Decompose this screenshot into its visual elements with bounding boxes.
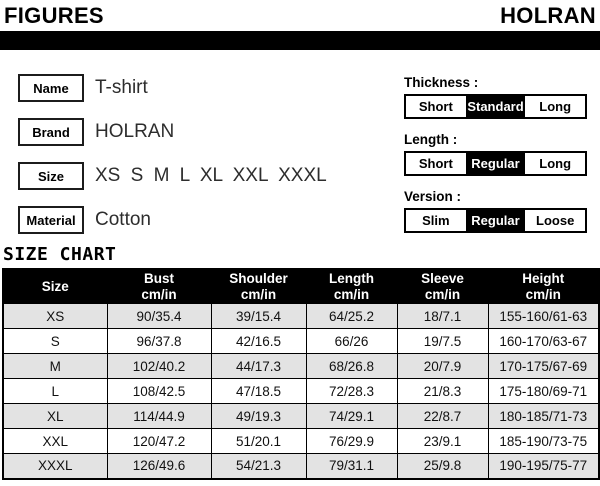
table-row	[3, 329, 599, 354]
product-field-row	[18, 73, 327, 103]
cell-length: 64/25.2	[306, 304, 397, 329]
segment-option[interactable]: Long	[525, 96, 585, 117]
segment-option[interactable]: Regular	[466, 210, 526, 231]
cell-bust: 114/44.9	[107, 404, 211, 429]
header-divider-bar	[0, 31, 600, 50]
table-row	[3, 379, 599, 404]
cell-height: 175-180/69-71	[488, 379, 599, 404]
size-chart-title: SIZE CHART	[3, 244, 117, 265]
cell-size: XS	[3, 304, 107, 329]
field-value: T-shirt	[95, 77, 148, 98]
cell-height: 160-170/63-67	[488, 329, 599, 354]
option-label: Length :	[404, 132, 458, 147]
table-row	[3, 304, 599, 329]
cell-bust: 90/35.4	[107, 304, 211, 329]
cell-height: 185-190/73-75	[488, 429, 599, 454]
option-group	[404, 75, 587, 119]
cell-sleeve: 18/7.1	[397, 304, 488, 329]
product-field-row	[18, 161, 327, 191]
column-unit: cm/in	[424, 286, 461, 302]
column-header	[488, 269, 599, 304]
brand-logo-text: HOLRAN	[500, 3, 596, 28]
cell-bust: 102/40.2	[107, 354, 211, 379]
field-label-box: Brand	[18, 118, 84, 146]
column-name: Shoulder	[229, 271, 288, 286]
cell-size: XXXL	[3, 454, 107, 479]
column-name: Height	[522, 271, 565, 286]
cell-sleeve: 19/7.5	[397, 329, 488, 354]
page-title: FIGURES	[4, 3, 104, 28]
cell-bust: 120/47.2	[107, 429, 211, 454]
option-group	[404, 189, 587, 233]
cell-height: 155-160/61-63	[488, 304, 599, 329]
option-group	[404, 132, 587, 176]
table-body	[3, 304, 599, 479]
option-label: Thickness :	[404, 75, 479, 90]
segmented-control	[404, 208, 587, 233]
field-value: XS S M L XL XXL XXXL	[95, 165, 327, 186]
product-options	[404, 75, 587, 246]
segmented-control	[404, 151, 587, 176]
cell-size: S	[3, 329, 107, 354]
size-chart-table	[2, 268, 600, 480]
segment-option[interactable]: Standard	[466, 96, 526, 117]
column-header	[306, 269, 397, 304]
cell-length: 68/26.8	[306, 354, 397, 379]
column-name: Size	[41, 278, 69, 294]
cell-bust: 96/37.8	[107, 329, 211, 354]
column-name: Bust	[144, 271, 174, 286]
column-unit: cm/in	[240, 286, 277, 302]
cell-sleeve: 23/9.1	[397, 429, 488, 454]
cell-shoulder: 44/17.3	[211, 354, 306, 379]
product-field-row	[18, 117, 327, 147]
option-label: Version :	[404, 189, 462, 204]
column-unit: cm/in	[525, 286, 561, 302]
column-header	[211, 269, 306, 304]
product-fields	[18, 73, 327, 235]
cell-shoulder: 42/16.5	[211, 329, 306, 354]
field-value: HOLRAN	[95, 121, 175, 142]
column-header	[107, 269, 211, 304]
cell-sleeve: 21/8.3	[397, 379, 488, 404]
field-label-box: Name	[18, 74, 84, 102]
segmented-control	[404, 94, 587, 119]
cell-shoulder: 54/21.3	[211, 454, 306, 479]
cell-length: 74/29.1	[306, 404, 397, 429]
segment-option[interactable]: Short	[406, 153, 466, 174]
field-label-box: Size	[18, 162, 84, 190]
cell-length: 79/31.1	[306, 454, 397, 479]
cell-sleeve: 20/7.9	[397, 354, 488, 379]
cell-height: 190-195/75-77	[488, 454, 599, 479]
column-header	[3, 269, 107, 304]
field-label-box: Material	[18, 206, 84, 234]
table-row	[3, 454, 599, 479]
column-name: Sleeve	[421, 271, 464, 286]
cell-shoulder: 51/20.1	[211, 429, 306, 454]
segment-option[interactable]: Loose	[525, 210, 585, 231]
table-header-row	[3, 269, 599, 304]
column-name: Length	[329, 271, 374, 286]
cell-shoulder: 39/15.4	[211, 304, 306, 329]
cell-bust: 108/42.5	[107, 379, 211, 404]
product-field-row	[18, 205, 327, 235]
table-row	[3, 354, 599, 379]
cell-length: 66/26	[306, 329, 397, 354]
segment-option[interactable]: Short	[406, 96, 466, 117]
cell-size: M	[3, 354, 107, 379]
cell-size: XL	[3, 404, 107, 429]
cell-bust: 126/49.6	[107, 454, 211, 479]
cell-shoulder: 47/18.5	[211, 379, 306, 404]
column-unit: cm/in	[141, 286, 177, 302]
cell-sleeve: 25/9.8	[397, 454, 488, 479]
column-header	[397, 269, 488, 304]
cell-size: L	[3, 379, 107, 404]
cell-sleeve: 22/8.7	[397, 404, 488, 429]
segment-option[interactable]: Long	[525, 153, 585, 174]
cell-height: 170-175/67-69	[488, 354, 599, 379]
cell-length: 76/29.9	[306, 429, 397, 454]
table-row	[3, 404, 599, 429]
column-unit: cm/in	[333, 286, 370, 302]
segment-option[interactable]: Regular	[466, 153, 526, 174]
cell-size: XXL	[3, 429, 107, 454]
cell-height: 180-185/71-73	[488, 404, 599, 429]
table-row	[3, 429, 599, 454]
segment-option[interactable]: Slim	[406, 210, 466, 231]
cell-shoulder: 49/19.3	[211, 404, 306, 429]
field-value: Cotton	[95, 209, 151, 230]
cell-length: 72/28.3	[306, 379, 397, 404]
